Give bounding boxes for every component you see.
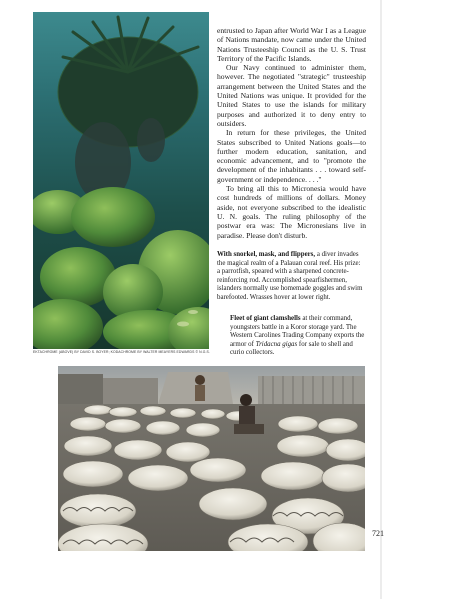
body-paragraph: In return for these privileges, the United States subscribed to United Nations goals—to further modern education, sanitation, and economic advancement, and to "promote the development of the inhabitants . . . toward self-government or independence. . . ." (217, 128, 366, 184)
photo-credit: EKTACHROME (ABOVE) BY DAVID S. BOYER; KODACHROME BY WALTER MEAYERS EDWARDS © N.G.S. (33, 350, 210, 354)
diver-caption (217, 251, 365, 303)
clamshell-caption (230, 315, 366, 358)
page-number: 721 (372, 529, 384, 538)
caption-text: at their command, youngsters battle in a Koror storage yard. The Western Carolines Trading Company exports the armor of (230, 315, 365, 348)
clamshell-photo (58, 366, 365, 551)
caption-lead: Fleet of giant clamshells (230, 315, 301, 322)
body-paragraph: Our Navy continued to administer them, however. The negotiated "strategic" trusteeship arrangement between the United States and the United Nations was unique. It provided for the United States to use the islands for military purposes and authorized it to deny entry to outsiders. (217, 63, 366, 128)
reef-photo (33, 12, 209, 349)
body-paragraph: entrusted to Japan after World War I as a League of Nations mandate, now came under the United Nations Trusteeship Council as the U. S. Trust Territory of the Pacific Islands. (217, 26, 366, 63)
species-name: Tridacna gigas (255, 340, 298, 348)
caption-text: for sale to shell and curio collectors. (230, 340, 353, 357)
body-text (217, 26, 366, 240)
body-paragraph: To bring all this to Micronesia would have cost hundreds of millions of dollars. Money aside, not everyone subscribed to the idealistic U. N. goals. The ruling philosophy of the postwar era was: The Micronesians live in paradise. Please don't disturb. (217, 184, 366, 240)
caption-text: a diver invades the magical realm of a Palauan coral reef. His prize: a parrotfish, speared with a sharpened concrete-reinforcing rod. Accomplished spearfishermen, islanders normally use homemade goggles and swim barefooted. Wrasses hover at lower right. (217, 251, 363, 301)
page-edge (380, 0, 382, 599)
caption-lead: With snorkel, mask, and flippers, (217, 251, 316, 258)
